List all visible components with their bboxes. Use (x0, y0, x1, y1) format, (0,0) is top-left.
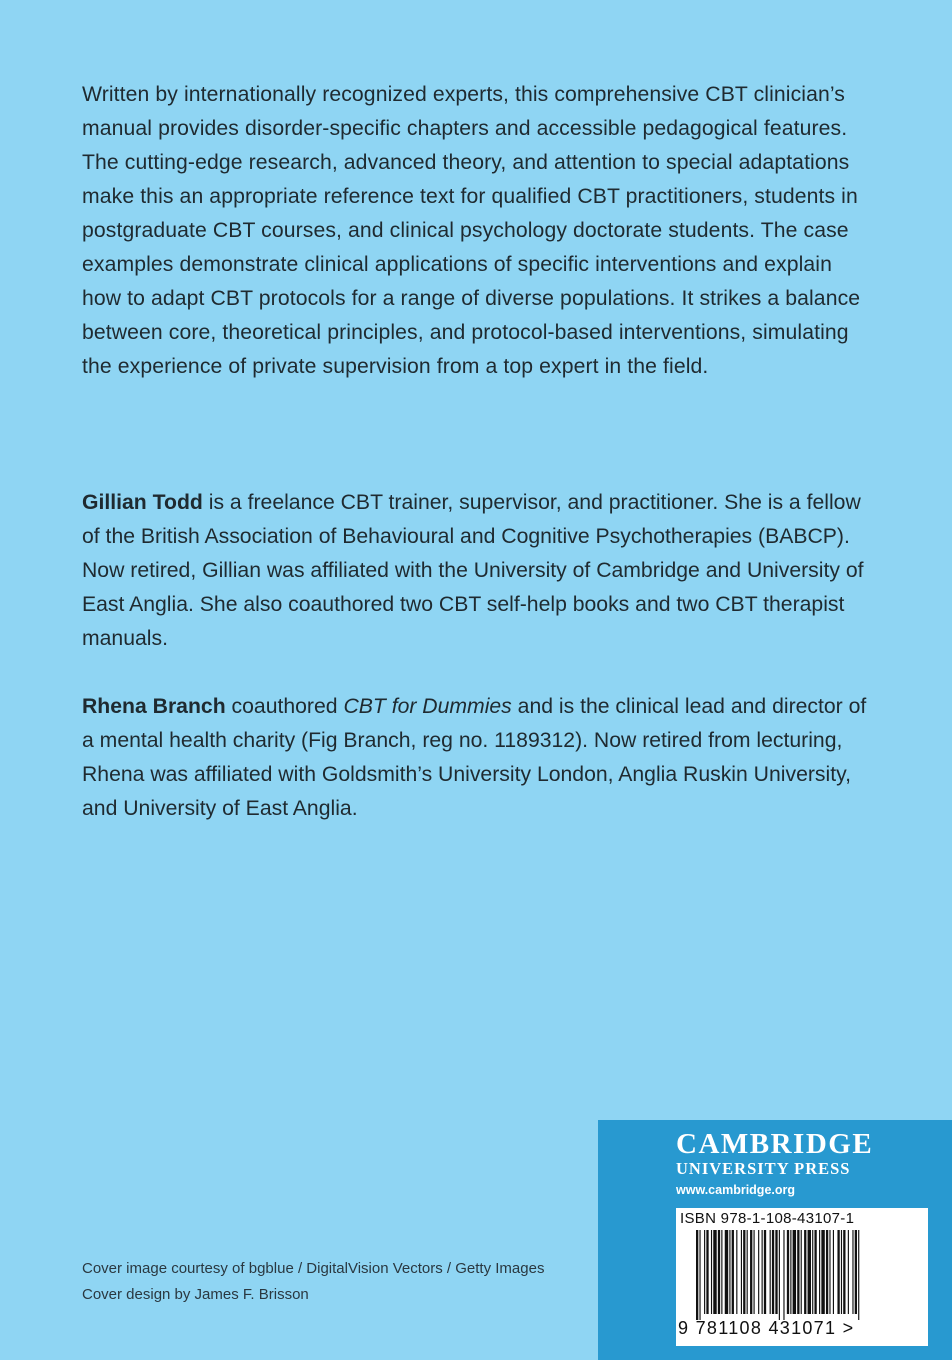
barcode-digits: 9 781108 431071 > (678, 1318, 855, 1338)
author-bio-text: is a freelance CBT trainer, supervisor, and practitioner. She is a fellow of the British Association of Behavioural and Cognitive Psychotherapies (BABCP). Now retired, Gillian was affiliated with the University of Cambridge and University of East Anglia. She also coauthored two CBT self-help books and two CBT therapist manuals. (82, 491, 864, 650)
cover-design-credit: Cover design by James F. Brisson (82, 1286, 309, 1303)
publisher-block (598, 1120, 952, 1360)
author-name: Rhena Branch (82, 695, 226, 718)
barcode-icon (676, 1230, 928, 1322)
author-bio-gillian-todd (82, 486, 882, 656)
author-name: Gillian Todd (82, 491, 203, 514)
publisher-logo-subname: UNIVERSITY PRESS (676, 1159, 851, 1178)
barcode-panel (676, 1208, 928, 1346)
isbn-label: ISBN 978-1-108-43107-1 (680, 1210, 855, 1227)
book-title: CBT for Dummies (343, 695, 512, 718)
description-text: Written by internationally recognized experts, this comprehensive CBT clinician’s manual provides disorder-specific chapters and accessible pedagogical features. The cutting-edge research, advanced theory, and attention to special adaptations make this an appropriate reference text for qualified CBT practitioners, students in postgraduate CBT courses, and clinical psychology doctorate students. The case examples demonstrate clinical applications of specific interventions and explain how to adapt CBT protocols for a range of diverse populations. It strikes a balance between core, theoretical principles, and protocol-based interventions, simulating the experience of private supervision from a top expert in the field. (82, 83, 861, 378)
author-bio-suffix: and is the clinical lead and director of a mental health charity (Fig Branch, reg no. 1189312). Now retired from lecturing, Rhena was affiliated with Goldsmith’s University London, Anglia Ruskin University, and University of East Anglia. (82, 695, 867, 820)
author-bio-prefix: coauthored (225, 695, 344, 718)
book-description (82, 78, 872, 384)
publisher-logo-name: CAMBRIDGE (676, 1128, 874, 1160)
publisher-url: www.cambridge.org (676, 1183, 796, 1197)
cover-credits (82, 1256, 544, 1308)
author-bio-rhena-branch (82, 690, 882, 826)
cover-image-credit: Cover image courtesy of bgblue / DigitalVision Vectors / Getty Images (82, 1260, 545, 1277)
